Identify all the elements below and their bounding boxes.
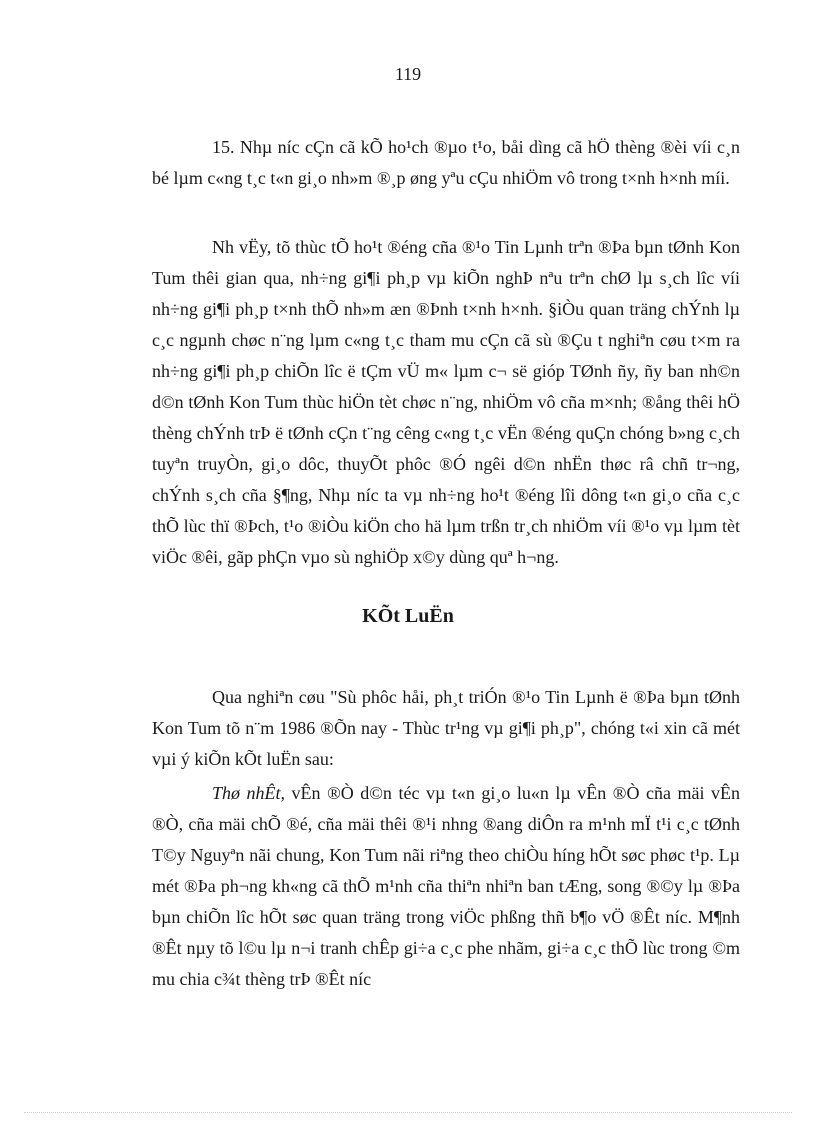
first-point-text: vÊn ®Ò d©n téc vµ t«n gi¸o lu«n lµ vÊn ®Ò cña mäi vÊn ®Ò, cña mäi chÕ ®é, cña mäi thêi ®¹i nhng ®ang diÔn ra m¹nh mÏ t¹i c¸c tØnh T©y Nguyªn nãi chung, Kon Tum nãi riªng theo chiÒu híng hÕt søc phøc t¹p. Lµ mét ®Þa ph¬ng kh«ng cã thÕ m¹nh cña thiªn nhiªn ban tÆng, song ®©y lµ ®Þa bµn chiÕn lîc hÕt søc quan träng trong viÖc phßng thñ b¶o vÖ ®Êt níc. M¶nh ®Êt nµy tõ l©u lµ n¬i tranh chÊp gi÷a c¸c phe nhãm, gi÷a c¸c thÕ lùc trong ©m mu chia c¾t thèng trÞ ®Êt níc [152, 783, 740, 989]
first-point-lead: Thø nhÊt, [212, 783, 286, 803]
paragraph-text: Nh vËy, tõ thùc tÕ ho¹t ®éng cña ®¹o Tin Lµnh trªn ®Þa bµn tØnh Kon Tum thêi gian qua, nh÷ng gi¶i ph¸p vµ kiÕn nghÞ nªu trªn chØ lµ s¸ch lîc víi nh÷ng gi¶i ph¸p t×nh thÕ nh»m æn ®Þnh t×nh h×nh. §iÒu quan träng chÝnh lµ c¸c ngµnh chøc n¨ng lµm c«ng t¸c tham mu cÇn cã sù ®Çu t nghiªn cøu t×m ra nh÷ng gi¶i ph¸p chiÕn lîc ë tÇm vÜ m« lµm c¬ së gióp TØnh ñy, ñy ban nh©n d©n tØnh Kon Tum thùc hiÖn tèt chøc n¨ng, nhiÖm vô cña m×nh; ®ång thêi hÖ thèng chÝnh trÞ ë tØnh cÇn t¨ng cêng c«ng t¸c vËn ®éng quÇn chóng b»ng c¸ch tuyªn truyÒn, gi¸o dôc, thuyÕt phôc ®Ó ngêi d©n nhËn thøc râ chñ tr¬ng, chÝnh s¸ch cña §¶ng, Nhµ níc ta vµ nh÷ng ho¹t ®éng lîi dông t«n gi¸o cña c¸c thÕ lùc thï ®Þch, t¹o ®iÒu kiÖn cho hä lµm trßn tr¸ch nhiÖm víi ®¹o vµ lµm tèt viÖc ®êi, gãp phÇn vµo sù nghiÖp x©y dùng quª h¬ng. [152, 237, 740, 567]
paragraph-text: 15. Nhµ níc cÇn cã kÕ ho¹ch ®µo t¹o, båi dìng cã hÖ thèng ®èi víi c¸n bé lµm c«ng t¸c t«n gi¸o nh»m ®¸p øng yªu cÇu nhiÖm vô trong t×nh h×nh míi. [152, 137, 740, 188]
paragraph-conclusion-intro [152, 682, 740, 775]
paragraph-item-15 [152, 132, 740, 194]
page-bottom-border [24, 1112, 792, 1113]
section-heading: KÕt LuËn [362, 605, 454, 627]
paragraph-text: Qua nghiªn cøu "Sù phôc håi, ph¸t triÓn ®¹o Tin Lµnh ë ®Þa bµn tØnh Kon Tum tõ n¨m 1986 ®Õn nay - Thùc tr¹ng vµ gi¶i ph¸p", chóng t«i xin cã mét vµi ý kiÕn kÕt luËn sau: [152, 687, 740, 769]
page-number: 119 [394, 64, 422, 84]
paragraph-first-point [152, 778, 740, 995]
paragraph-summary [152, 232, 740, 573]
